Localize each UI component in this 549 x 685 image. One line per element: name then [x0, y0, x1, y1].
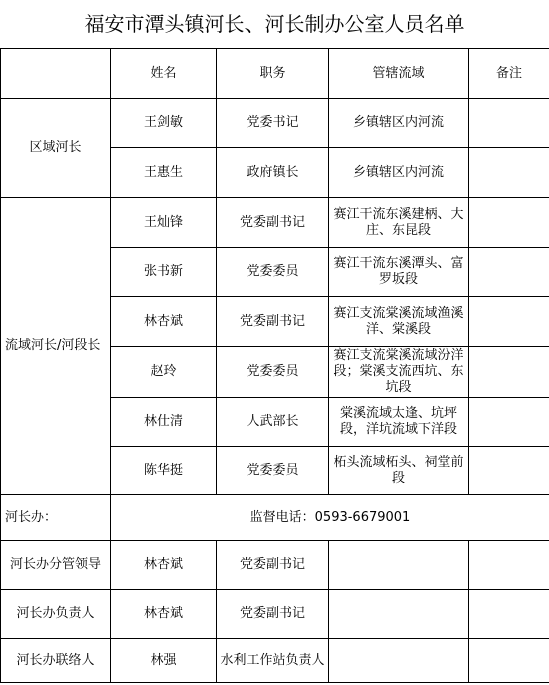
- cell-name: 陈华挺: [111, 447, 217, 495]
- cell-position: 党委副书记: [217, 198, 329, 248]
- group-basin: 流域河长/河段长: [1, 198, 111, 495]
- cell-position: 政府镇长: [217, 148, 329, 198]
- cell-position: 水利工作站负责人: [217, 639, 329, 683]
- cell-name: 林仕清: [111, 398, 217, 447]
- cell-note: [469, 148, 549, 198]
- cell-role: 河长办负责人: [1, 590, 111, 639]
- table-row: [1, 99, 549, 148]
- cell-area: 乡镇辖区内河流: [329, 99, 469, 148]
- page-title: 福安市潭头镇河长、河长制办公室人员名单: [84, 12, 465, 36]
- table-row: [1, 590, 549, 639]
- cell-position: 党委委员: [217, 248, 329, 297]
- cell-note: [469, 639, 549, 683]
- cell-area: 赛江干流东溪潭头、富罗坂段: [329, 248, 469, 297]
- cell-name: 林杏斌: [111, 297, 217, 347]
- cell-name: 王惠生: [111, 148, 217, 198]
- cell-area: [329, 639, 469, 683]
- cell-position: 党委副书记: [217, 541, 329, 590]
- cell-position: 党委书记: [217, 99, 329, 148]
- header-note: 备注: [469, 49, 549, 99]
- cell-note: [469, 347, 549, 398]
- cell-note: [469, 99, 549, 148]
- cell-name: 林杏斌: [111, 590, 217, 639]
- cell-note: [469, 541, 549, 590]
- header-name: 姓名: [111, 49, 217, 99]
- cell-position: 党委副书记: [217, 297, 329, 347]
- cell-note: [469, 590, 549, 639]
- header-blank: [1, 49, 111, 99]
- cell-area: 赛江支流棠溪流域汾洋段；棠溪支流西坑、东坑段: [329, 347, 469, 398]
- cell-area: 赛江干流东溪建柄、大庄、东昆段: [329, 198, 469, 248]
- cell-area: [329, 541, 469, 590]
- cell-note: [469, 297, 549, 347]
- cell-role: 河长办分管领导: [1, 541, 111, 590]
- roster-table: [0, 48, 549, 683]
- cell-position: 党委委员: [217, 347, 329, 398]
- header-row: [1, 49, 549, 99]
- cell-area: 柘头流域柘头、祠堂前段: [329, 447, 469, 495]
- cell-name: 王剑敏: [111, 99, 217, 148]
- cell-name: 赵玲: [111, 347, 217, 398]
- table-row: [1, 198, 549, 248]
- cell-position: 党委副书记: [217, 590, 329, 639]
- cell-area: 棠溪流域太逢、坑坪段，洋坑流域下洋段: [329, 398, 469, 447]
- cell-note: [469, 398, 549, 447]
- cell-area: 乡镇辖区内河流: [329, 148, 469, 198]
- table-row: [1, 541, 549, 590]
- cell-position: 党委委员: [217, 447, 329, 495]
- header-position: 职务: [217, 49, 329, 99]
- header-area: 管辖流域: [329, 49, 469, 99]
- cell-area: [329, 590, 469, 639]
- office-phone: 监督电话：0593-6679001: [111, 495, 549, 541]
- cell-area: 赛江支流棠溪流域渔溪洋、棠溪段: [329, 297, 469, 347]
- office-header-row: [1, 495, 549, 541]
- cell-name: 张书新: [111, 248, 217, 297]
- cell-position: 人武部长: [217, 398, 329, 447]
- office-label: 河长办：: [1, 495, 111, 541]
- group-regional: 区域河长: [1, 99, 111, 198]
- cell-name: 王灿锋: [111, 198, 217, 248]
- cell-note: [469, 447, 549, 495]
- cell-role: 河长办联络人: [1, 639, 111, 683]
- cell-note: [469, 198, 549, 248]
- table-row: [1, 639, 549, 683]
- cell-note: [469, 248, 549, 297]
- cell-name: 林强: [111, 639, 217, 683]
- cell-name: 林杏斌: [111, 541, 217, 590]
